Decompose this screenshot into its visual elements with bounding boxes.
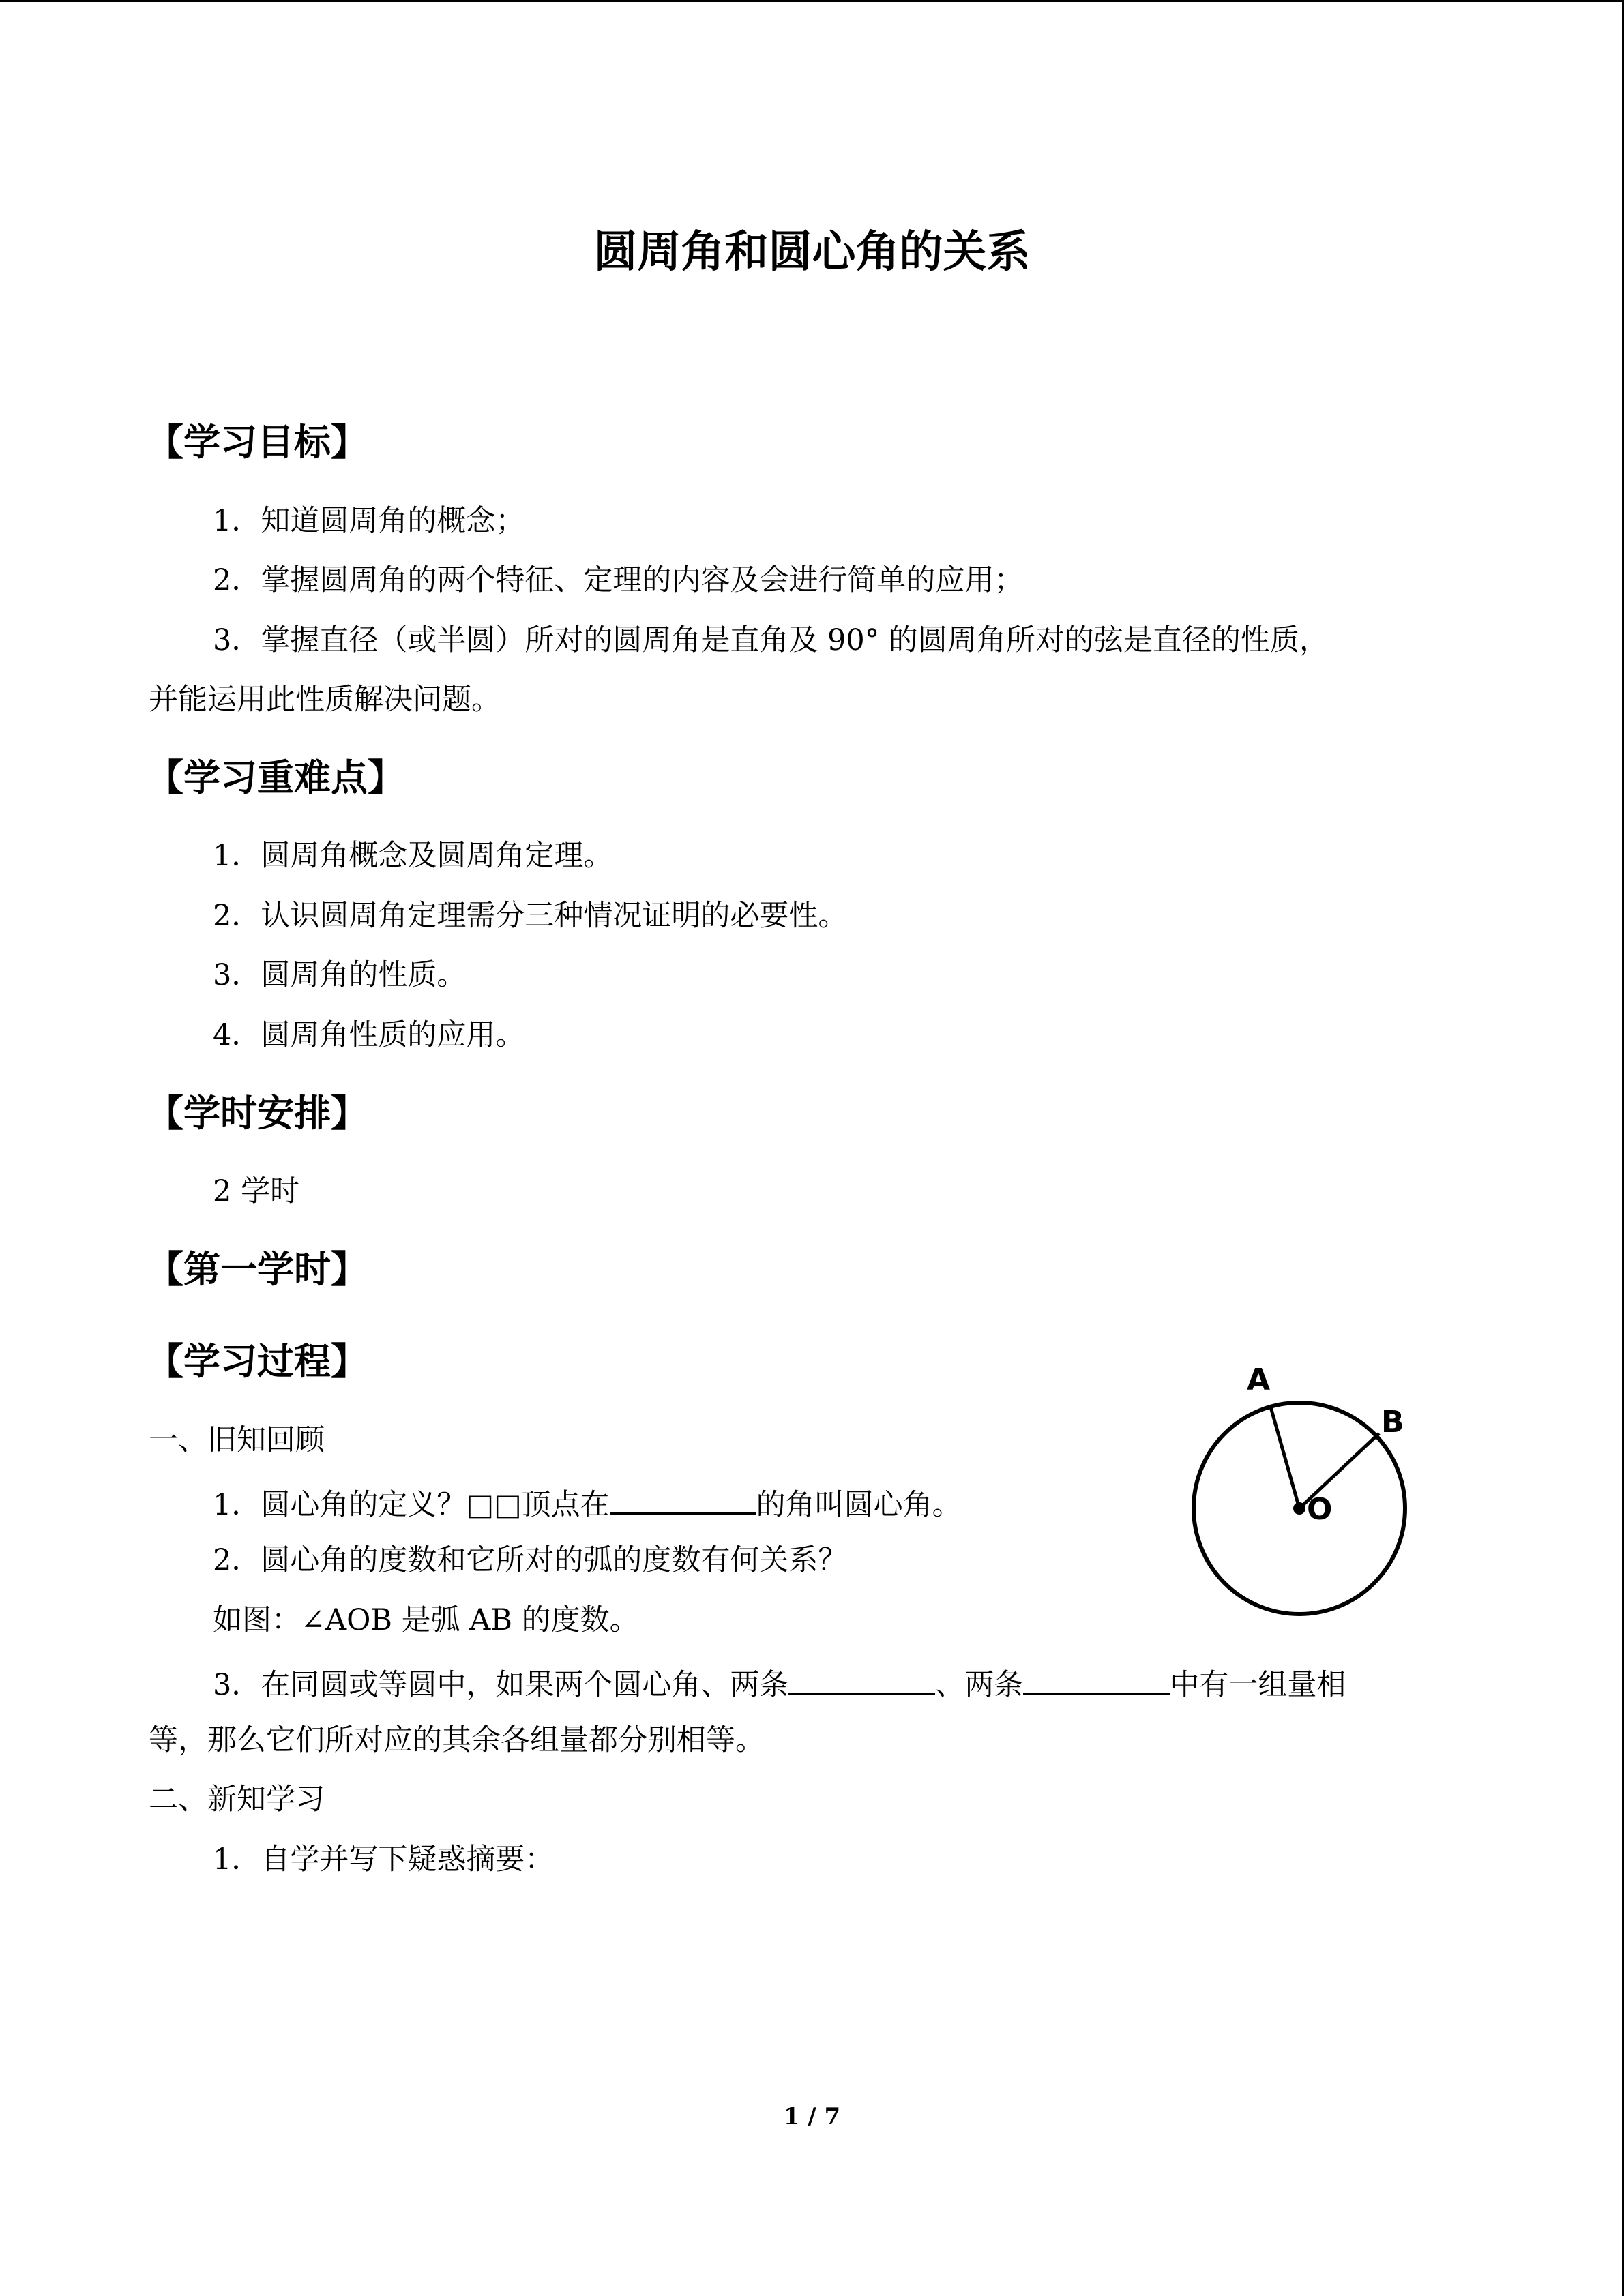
review-question-3-cont: 等，那么它们所对应的其余各组量都分别相等。 bbox=[149, 1723, 765, 1757]
review-question-3-middle: 、两条 bbox=[935, 1668, 1024, 1702]
new-knowledge-title: 二、新知学习 bbox=[149, 1783, 325, 1817]
new-knowledge-item-1: 1．自学并写下疑惑摘要： bbox=[213, 1843, 555, 1877]
schedule-heading: 【学时安排】 bbox=[147, 1092, 368, 1135]
label-o: O bbox=[1307, 1492, 1333, 1527]
circle-figure bbox=[1173, 1357, 1446, 1630]
page-title: 圆周角和圆心角的关系 bbox=[593, 227, 1031, 278]
page-number: 1 / 7 bbox=[783, 2103, 841, 2130]
label-a: A bbox=[1247, 1362, 1271, 1397]
objective-item-3-cont: 并能运用此性质解决问题。 bbox=[149, 683, 501, 717]
objective-item-2: 2．掌握圆周角的两个特征、定理的内容及会进行简单的应用； bbox=[213, 563, 1024, 597]
review-question-3-prefix: 3．在同圆或等圆中，如果两个圆心角、两条 bbox=[213, 1668, 789, 1702]
label-b: B bbox=[1381, 1405, 1404, 1440]
answer-blank-2[interactable] bbox=[788, 1667, 935, 1695]
review-question-1-prefix: 1．圆心角的定义？□□顶点在 bbox=[213, 1488, 610, 1522]
key-point-item-3: 3．圆周角的性质。 bbox=[213, 958, 467, 992]
key-point-item-1: 1．圆周角概念及圆周角定理。 bbox=[213, 839, 613, 873]
review-question-2-example: 如图：∠AOB 是弧 AB 的度数。 bbox=[213, 1603, 639, 1637]
review-question-3-suffix: 中有一组量相 bbox=[1170, 1668, 1346, 1702]
radius-oa bbox=[1270, 1405, 1299, 1508]
key-point-item-4: 4．圆周角性质的应用。 bbox=[213, 1018, 525, 1052]
objectives-heading: 【学习目标】 bbox=[147, 421, 368, 464]
center-point bbox=[1293, 1502, 1305, 1515]
key-point-item-2: 2．认识圆周角定理需分三种情况证明的必要性。 bbox=[213, 899, 848, 933]
first-period-heading: 【第一学时】 bbox=[147, 1248, 368, 1291]
page-border-top bbox=[0, 0, 1624, 2]
review-question-1 bbox=[213, 1487, 962, 1520]
schedule-text: 2 学时 bbox=[213, 1174, 300, 1208]
review-title: 一、旧知回顾 bbox=[149, 1423, 325, 1457]
answer-blank-1[interactable] bbox=[610, 1487, 756, 1515]
review-question-1-suffix: 的角叫圆心角。 bbox=[756, 1488, 962, 1522]
review-question-3 bbox=[213, 1667, 1346, 1700]
answer-blank-3[interactable] bbox=[1023, 1667, 1170, 1695]
key-points-heading: 【学习重难点】 bbox=[147, 756, 404, 799]
objective-item-3: 3．掌握直径（或半圆）所对的圆周角是直角及 90° 的圆周角所对的弦是直径的性质， bbox=[213, 623, 1329, 657]
process-heading: 【学习过程】 bbox=[147, 1340, 368, 1383]
review-question-2: 2．圆心角的度数和它所对的弧的度数有何关系？ bbox=[213, 1543, 848, 1577]
objective-item-1: 1．知道圆周角的概念； bbox=[213, 504, 525, 538]
